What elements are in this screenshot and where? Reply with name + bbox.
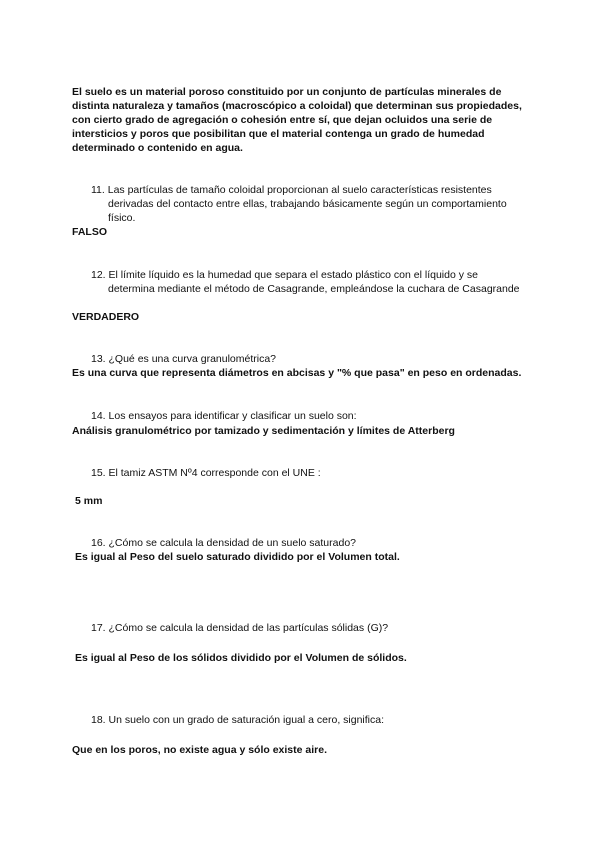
question-18: 18. Un suelo con un grado de saturación igual a cero, significa: [91,714,385,726]
question-12 [91,268,520,296]
answer-13: Es una curva que representa diámetros en abcisas y "% que pasa" en peso en ordenadas. [72,367,522,379]
question-line: derivadas del contacto entre ellas, trabajando básicamente según un comportamiento [108,198,507,210]
answer-17: Es igual al Peso de los sólidos dividido por el Volumen de sólidos. [75,652,407,664]
intro-line: El suelo es un material poroso constituido por un conjunto de partículas minerales de [72,86,502,98]
answer-12: VERDADERO [72,311,140,323]
answer-15: 5 mm [75,495,103,507]
answer-18: Que en los poros, no existe agua y sólo existe aire. [72,744,328,756]
intro-line: intersticios y poros que posibilitan que el material contenga un grado de humedad [72,128,485,140]
question-line: 12. El límite líquido es la humedad que separa el estado plástico con el líquido y se [91,269,478,281]
answer-11: FALSO [72,226,108,238]
question-line: 11. Las partículas de tamaño coloidal proporcionan al suelo características resistentes [91,184,492,196]
intro-line: distinta naturaleza y tamaños (macroscópico a coloidal) que determinan sus propiedades, [72,100,522,112]
question-16: 16. ¿Cómo se calcula la densidad de un suelo saturado? [91,537,357,549]
question-11 [91,183,507,225]
question-14: 14. Los ensayos para identificar y clasificar un suelo son: [91,410,357,422]
intro-line: con cierto grado de agregación o cohesión entre sí, que dejan ocluidos una serie de [72,114,493,126]
answer-16: Es igual al Peso del suelo saturado dividido por el Volumen total. [75,551,400,563]
intro-paragraph [72,85,522,155]
question-17: 17. ¿Cómo se calcula la densidad de las partículas sólidas (G)? [91,622,389,634]
question-15: 15. El tamiz ASTM Nº4 corresponde con el UNE : [91,467,321,479]
question-line: físico. [108,212,136,224]
question-13: 13. ¿Qué es una curva granulométrica? [91,353,277,365]
answer-14: Análisis granulométrico por tamizado y sedimentación y límites de Atterberg [72,425,455,437]
question-line: determina mediante el método de Casagrande, empleándose la cuchara de Casagrande [108,283,520,295]
intro-line: determinado o contenido en agua. [72,142,243,154]
